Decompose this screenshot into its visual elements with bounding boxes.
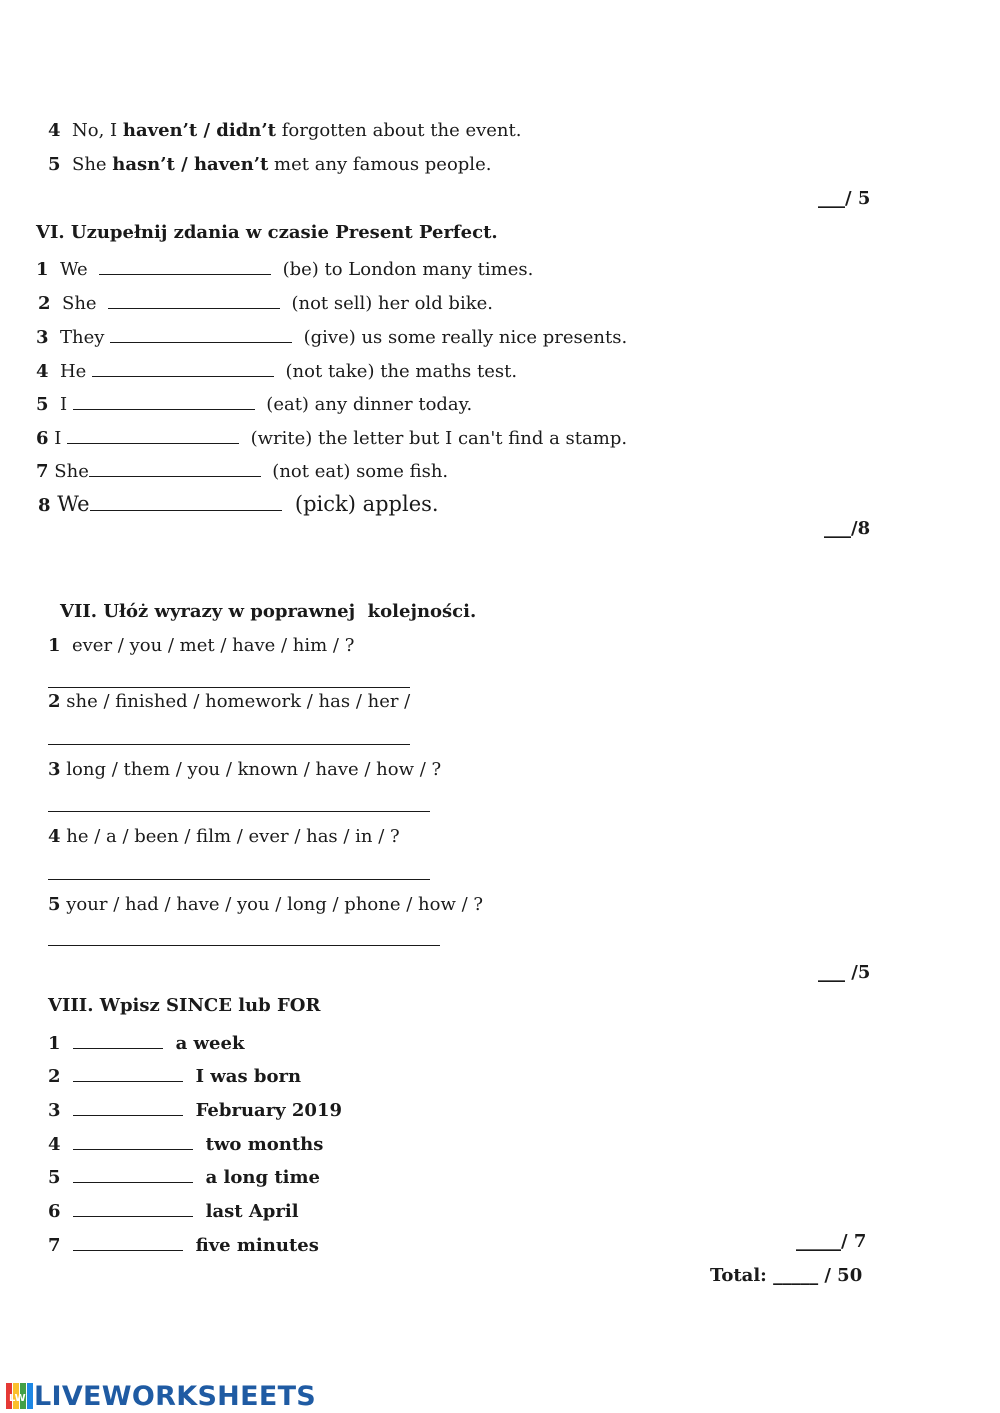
answer-blank[interactable] bbox=[89, 459, 261, 477]
total-value: _____ / 50 bbox=[773, 1265, 863, 1286]
answer-line[interactable] bbox=[48, 879, 430, 880]
item-number: 6 bbox=[36, 428, 49, 449]
answer-blank[interactable] bbox=[73, 1031, 163, 1049]
answer-line[interactable] bbox=[48, 811, 430, 812]
item-number: 2 bbox=[48, 1066, 61, 1087]
item-subject: She bbox=[54, 461, 89, 482]
section6-item-5 bbox=[36, 392, 472, 414]
section7-item-1 bbox=[48, 637, 354, 655]
section8-item-6 bbox=[48, 1199, 299, 1221]
choice-options[interactable]: hasn’t / haven’t bbox=[112, 154, 269, 175]
total-score bbox=[710, 1267, 862, 1285]
item-number: 1 bbox=[48, 635, 61, 656]
answer-blank[interactable] bbox=[99, 257, 271, 275]
item-number: 1 bbox=[36, 259, 49, 280]
section6-item-8 bbox=[38, 493, 439, 515]
section6-score: ___/8 bbox=[824, 518, 871, 539]
section7-item-3 bbox=[48, 761, 441, 779]
item-words: long / them / you / known / have / how / ? bbox=[66, 759, 442, 780]
answer-blank[interactable] bbox=[110, 325, 292, 343]
answer-blank[interactable] bbox=[92, 359, 274, 377]
item-words: he / a / been / film / ever / has / in / ? bbox=[66, 826, 400, 847]
item-hint: (write) the letter but I can't find a stamp. bbox=[250, 428, 628, 449]
answer-line[interactable] bbox=[48, 945, 440, 946]
answer-line[interactable] bbox=[48, 744, 410, 745]
section7-score: ___ /5 bbox=[818, 962, 871, 983]
section7-item-5 bbox=[48, 896, 483, 914]
item-hint: (pick) apples. bbox=[294, 492, 439, 516]
section8-item-4 bbox=[48, 1132, 323, 1154]
item-hint: (be) to London many times. bbox=[282, 259, 534, 280]
answer-blank[interactable] bbox=[73, 1132, 193, 1150]
item-subject: He bbox=[59, 361, 87, 382]
section6-item-1 bbox=[36, 257, 533, 279]
section8-title: VIII. Wpisz SINCE lub FOR bbox=[48, 995, 321, 1016]
section5-score: ___/ 5 bbox=[818, 188, 871, 209]
item-number: 4 bbox=[36, 361, 49, 382]
section6-item-3 bbox=[36, 325, 627, 347]
item-hint: (not eat) some fish. bbox=[272, 461, 449, 482]
item-words: she / finished / homework / has / her / bbox=[66, 691, 411, 712]
item-number: 5 bbox=[48, 1167, 61, 1188]
answer-blank[interactable] bbox=[73, 392, 255, 410]
section6-item-6 bbox=[36, 426, 627, 448]
svg-text:LW: LW bbox=[9, 1393, 26, 1404]
item-subject: She bbox=[61, 293, 97, 314]
item-subject: We bbox=[59, 259, 88, 280]
section6-item-4 bbox=[36, 359, 517, 381]
liveworksheets-logo bbox=[6, 1381, 316, 1411]
section8-item-5 bbox=[48, 1165, 320, 1187]
section8-item-3 bbox=[48, 1098, 342, 1120]
answer-blank[interactable] bbox=[73, 1098, 183, 1116]
item-number: 7 bbox=[48, 1235, 61, 1256]
item-hint: (not take) the maths test. bbox=[285, 361, 518, 382]
answer-blank[interactable] bbox=[108, 291, 280, 309]
total-label: Total: bbox=[710, 1265, 767, 1286]
item-words: ever / you / met / have / him / ? bbox=[71, 635, 355, 656]
section8-score: _____/ 7 bbox=[796, 1231, 867, 1252]
item-number: 4 bbox=[48, 120, 61, 141]
item-number: 3 bbox=[48, 759, 61, 780]
answer-line[interactable] bbox=[48, 687, 410, 688]
answer-blank[interactable] bbox=[90, 493, 282, 511]
section7-title: VII. Ułóż wyrazy w poprawnej kolejności. bbox=[60, 601, 477, 622]
item-number: 2 bbox=[48, 691, 61, 712]
item-hint: (give) us some really nice presents. bbox=[303, 327, 628, 348]
item-number: 1 bbox=[48, 1033, 61, 1054]
item-number: 2 bbox=[38, 293, 51, 314]
item-number: 7 bbox=[36, 461, 49, 482]
item-phrase: February 2019 bbox=[195, 1100, 342, 1121]
item-number: 6 bbox=[48, 1201, 61, 1222]
item-phrase: five minutes bbox=[195, 1235, 319, 1256]
item-phrase: two months bbox=[205, 1134, 324, 1155]
answer-blank[interactable] bbox=[73, 1064, 183, 1082]
answer-blank[interactable] bbox=[73, 1199, 193, 1217]
section7-item-4 bbox=[48, 828, 400, 846]
section8-item-1 bbox=[48, 1031, 244, 1053]
item-text: forgotten about the event. bbox=[281, 120, 522, 141]
section8-item-2 bbox=[48, 1064, 301, 1086]
answer-blank[interactable] bbox=[73, 1165, 193, 1183]
item-number: 3 bbox=[36, 327, 49, 348]
item-number: 8 bbox=[38, 495, 51, 516]
item-number: 5 bbox=[48, 894, 61, 915]
item-phrase: last April bbox=[205, 1201, 299, 1222]
answer-blank[interactable] bbox=[67, 426, 239, 444]
logo-mark-icon bbox=[6, 1383, 34, 1409]
logo-text: LIVEWORKSHEETS bbox=[34, 1380, 317, 1412]
answer-blank[interactable] bbox=[73, 1233, 183, 1251]
item-text: She bbox=[71, 154, 107, 175]
item-phrase: a week bbox=[175, 1033, 245, 1054]
section6-item-2 bbox=[38, 291, 493, 313]
section7-item-2 bbox=[48, 693, 410, 711]
item-phrase: a long time bbox=[205, 1167, 320, 1188]
item-text: met any famous people. bbox=[274, 154, 492, 175]
section8-item-7 bbox=[48, 1233, 319, 1255]
section5-item-4 bbox=[48, 122, 521, 140]
item-subject: I bbox=[59, 394, 68, 415]
section6-title: VI. Uzupełnij zdania w czasie Present Perfect. bbox=[36, 222, 498, 243]
item-subject: I bbox=[54, 428, 62, 449]
item-text: No, I bbox=[71, 120, 118, 141]
section5-item-5 bbox=[48, 156, 491, 174]
item-hint: (eat) any dinner today. bbox=[266, 394, 473, 415]
item-phrase: I was born bbox=[195, 1066, 302, 1087]
item-words: your / had / have / you / long / phone / how / ? bbox=[66, 894, 484, 915]
item-subject: We bbox=[57, 492, 90, 516]
choice-options[interactable]: haven’t / didn’t bbox=[122, 120, 276, 141]
item-hint: (not sell) her old bike. bbox=[291, 293, 493, 314]
item-number: 4 bbox=[48, 1134, 61, 1155]
item-number: 5 bbox=[48, 154, 61, 175]
section6-item-7 bbox=[36, 459, 448, 481]
item-number: 4 bbox=[48, 826, 61, 847]
item-subject: They bbox=[59, 327, 105, 348]
item-number: 3 bbox=[48, 1100, 61, 1121]
item-number: 5 bbox=[36, 394, 49, 415]
